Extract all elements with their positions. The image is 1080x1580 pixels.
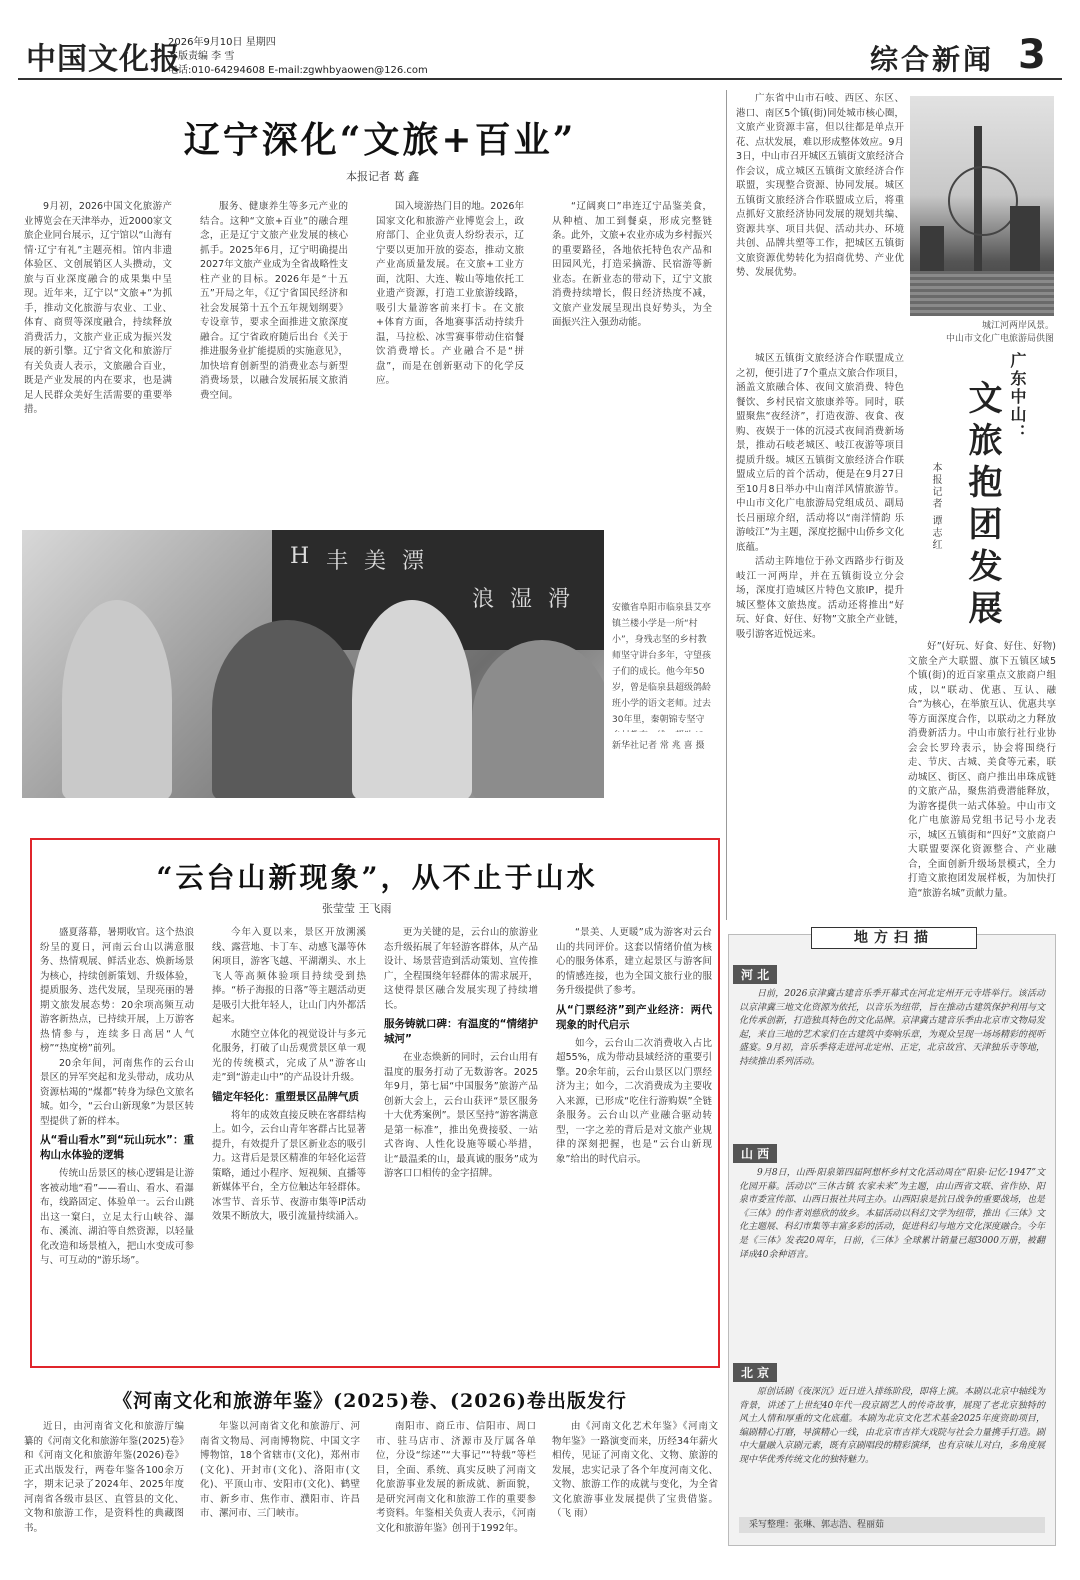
- region-text-shanxi: 9月8日，山西·阳泉第四届阿想杯乡村文化活动周在“阳泉·记忆·1947”文化园开幕。活动以“三休古镇 农家未来”为主题，由山西省文联、省作协、阳泉市委宣传部、山西日报社共同主办。山西阳泉是抗日战争的重要战场，也是《三体》的作者刘慈欣的故乡。本届活动以科幻文学为纽带，推出《三体》文化主题展、科幻市集等丰富多彩的活动，促进科幻与地方文化深度融合。今年是《三体》发表20周年，日前，《三体》全球累计销量已超3000万册，被翻译成40余种语言。: [739, 1168, 1046, 1260]
- region-text-beijing: 原创话剧《夜深沉》近日进入排练阶段，即将上演。本剧以北京中轴线为背景，讲述了上世纪40年代一段京剧艺人的传奇故事，展现了老北京独特的风土人情和厚重的文化底蕴。本剧为北京文化艺术基金2025年度资助项目，编剧精心打磨，导演精心一线，由北京市吉祥大戏院与社会力量携手打造。剧中大量融入京剧元素，既有京剧唱段的精彩演绎，也有京味儿对白，多角度展现中华优秀传统文化的独特魅力。: [739, 1387, 1046, 1465]
- region-tag-beijing: 北 京: [733, 1363, 777, 1382]
- river-shape: [910, 271, 1054, 316]
- issue-date: 2026年9月10日 星期四: [168, 37, 276, 48]
- henan-col-3: 南阳市、商丘市、信阳市、周口市、驻马店市、济源市及厅属各单位，分设“综述”“大事记”“特载”等栏目，全面、系统、真实反映了河南文化旅游事业发展的新成就、新面貌，是研究河南文化和旅游工作的重要参考资料。年鉴相关负责人表示，《河南文化和旅游年鉴》创刊于1992年。: [376, 1421, 536, 1534]
- city-photo-caption: [910, 320, 1054, 346]
- compiler-credit: 采写整理：张琳、郭志浩、程丽茹: [739, 1517, 1045, 1533]
- liaoning-col-4: “辽阔爽口”串连辽宁品鉴美食，从种植、加工到餐桌，形成完整链条。此外，文旅+农业亦成为乡村振兴的重要路径，各地依托特色农产品和田园风光，打造采摘游、民宿游等新业态。在新业态的带动下，辽宁文旅消费持续增长，假日经济热度不减，文旅产业发展呈现出良好势头，为全面振兴注入强劲动能。: [552, 201, 712, 328]
- region-text-hebei: 日前，2026京津冀古建音乐季开幕式在河北定州开元寺塔举行。该活动以京津冀三地文化资源为依托，以音乐为纽带，旨在推动古建筑保护利用与文化传承创新，打造独具特色的文化品牌。京津冀古建音乐季由北京市文物局发起，来自三地的艺术家们在古建筑中奏响乐章，为观众呈现一场场精彩的视听盛宴。9月初，音乐季将走进河北定州、正定，北京故宫、天津独乐寺等地，持续推出系列活动。: [739, 989, 1046, 1067]
- yuntai-title: “云台山新现象”，从不止于山水: [156, 861, 598, 894]
- board-char: 浪: [472, 587, 495, 612]
- zhongshan-col-d: 好”(好玩、好食、好住、好物)文旅全产大联盟、旗下五镇区域5个镇(街)的近百家重点文旅商户组成，以“联动、优惠、互认、融合”为核心，在举旅互认、优惠共享等方面深度合作，以联动之力释放消费新活力。中山市旅行社行业协会会长罗玲表示，协会将围绕行走、节庆、古城、美食等元素，联动城区、街区、商户推出串珠成链的文旅产品，聚焦消费潜能释放，为游客提供一站式体验。中山市文化广电旅游局党组书记号小龙表示，城区五镇街和“四好”文旅商户大联盟要深化资源整合、产业融合，全面创新升级场景模式，全力打造文旅抱团发展样板，为加快打造“旅游名城”贡献力量。: [908, 641, 1056, 899]
- liaoning-title: 辽宁深化“文旅+百业”: [183, 119, 577, 161]
- student-left: [62, 600, 172, 798]
- photo-credit: 新华社记者 常 兆 喜 摄: [612, 741, 705, 751]
- yuntai-col-1: 盛夏落幕，暑期收官。这个热浪纷呈的夏日，河南云台山以满意服务、热情观展、鲜活业态、焕新场景为核心，持续创新策划、升级体验，提质服务、迭代发展，呈现亮丽的暑期文旅发展态势：20余项高频互动游客新热点，已持续开展，上万游客热情参与，连续多日高居“人气榜”“热度榜”前列。 20余年间，河南焦作的云台山景区的异军突起和龙头带动，成功从资源枯竭的“煤都”转身为绿色文旅名城。如今，“云台山新现象”为景区转型提供了新的样本。 从“看山看水”到“玩山玩水”：重构山水体验的逻辑 传统山岳景区的核心逻辑是让游客被动地“看”——看山、看水、看瀑布，线路固定、体验单一。云台山跳出这一窠臼，立足太行山峡谷、瀑布、溪流、湖泊等自然资源，以轻量化改造和场景植入，把山水变成可参与、可互动的“游乐场”。: [40, 927, 194, 1266]
- henan-col-1: 近日，由河南省文化和旅游厅编纂的《河南文化和旅游年鉴(2025)卷》和《河南文化和旅游年鉴(2026)卷》正式出版发行，两卷年鉴各100余万字，期末记录了2024年、2025年度河南省各级市县区、直管县的文化、文物和旅游工作，是资料性的典藏图书。: [24, 1421, 184, 1534]
- section-name: 综合新闻: [870, 43, 995, 76]
- student-foreground: [472, 640, 604, 798]
- yuntai-col-3: 更为关键的是，云台山的旅游业态升级拓展了年轻游客群体，从产品设计、场景营造到活动策划、宣传推广，全程围绕年轻群体的需求展开，这使得景区融合发展实现了持续增长。 服务铸就口碑：有温度的“情绪护城河” 在业态焕新的同时，云台山用有温度的服务打动了无数游客。2025年9月，第七届“中国服务”旅游产品创新大会上，云台山获评“景区服务十大优秀案例”。景区坚持“游客满意是第一标准”，推出免费接驳、一站式咨询、人性化设施等暖心举措，让“最温柔的山，最真诚的服务”成为游客口口相传的金字招牌。: [384, 927, 538, 1179]
- page-editor: 本版责编 李 雪: [168, 51, 235, 62]
- highlighted-article-box: [30, 838, 720, 1368]
- city-caption-line: 城江河两岸风景。: [981, 321, 1054, 331]
- yuntai-byline: 张莹莹 王飞雨: [322, 902, 392, 915]
- student-right: [352, 600, 472, 798]
- contact-info: 电话:010-64294608 E-mail:zgwhbyaowen@126.com: [168, 65, 428, 76]
- liaoning-byline: 本报记者 葛 鑫: [346, 170, 419, 183]
- ferris-wheel-shape: [948, 166, 1018, 236]
- yuntai-col-2: 今年入夏以来，景区开放溯溪线、露营地、卡丁车、动感飞瀑等休闲项目，游客飞越、平湖潮头、水上飞人等高频体验项目持续受到热捧。“桥子海报的日落”等主题活动更是吸引大批年轻人，让山门内外都活起来。 水随空立体化的视觉设计与多元化服务，打破了山岳观赏景区单一观光的传统模式，完成了从“游客山走”到“游走山中”的产品设计升级。 锚定年轻化：重塑景区品牌气质 将年的成效直接反映在客群结构上。如今，云台山青年客群占比显著提升，有效提升了景区新业态的吸引力。这背后是景区精准的年轻化运营策略，通过小程序、短视频、直播等新媒体平台，全方位触达年轻群体。冰雪节、音乐节、夜游市集等IP活动效果不断放大，吸引流量持续涌入。: [212, 927, 366, 1222]
- henan-col-2: 年鉴以河南省文化和旅游厅、河南省文物局、河南博物院、中国文字博物馆，18个省辖市(文化)，郑州市(文化)、开封市(文化)、洛阳市(文化)、平顶山市、安阳市(文化)、鹤壁市、新乡市、焦作市、濮阳市、许昌市、漯河市、三门峡市。: [200, 1421, 360, 1519]
- henan-title: 《河南文化和旅游年鉴》(2025)卷、(2026)卷出版发行: [113, 1390, 627, 1412]
- zhongshan-byline: 本报记者 谭志红: [930, 462, 941, 552]
- subhead-2: 锚定年轻化：重塑景区品牌气质: [212, 1090, 359, 1103]
- building-shape: [920, 226, 944, 276]
- masthead: [18, 32, 1062, 80]
- page-number: 3: [1018, 32, 1046, 78]
- board-char: 美: [364, 549, 387, 574]
- building-shape: [1010, 206, 1040, 276]
- city-photo: [910, 96, 1054, 316]
- board-char: 丰: [326, 549, 349, 574]
- board-char: 滑: [548, 587, 571, 612]
- column-divider: [726, 90, 727, 920]
- region-tag-hebei: 河 北: [733, 965, 777, 984]
- local-scan-header: 地方扫描: [811, 927, 977, 949]
- zhongshan-col-a: 广东省中山市石岐、西区、东区、港口、南区5个镇(街)同处城市核心圈，文旅产业资源丰富，但以往都是单点开花、点状发展，难以形成整体效应。9月3日，中山市召开城区五镇街文旅经济合作会议，成立城区五镇街文旅经济合作联盟，实现整合资源、协同发展。城区五镇街文旅经济合作联盟成立后，将重点抓好文旅经济协同发展的规划共编、资源共享、项目共促、活动共办、环境共创、品牌共塑等工作，把城区五镇街文旅资源优势转化为招商优势、产业优势、发展优势。: [736, 93, 904, 278]
- local-scan-content: [729, 959, 1055, 1515]
- henan-col-4: 由《河南文化艺术年鉴》《河南文物年鉴》一路演变而来，历经34年薪火相传，见证了河南文化、文物、旅游的发展，忠实记录了各个年度河南文化、文物、旅游工作的成就与变化，为全省文化旅游事业发展提供了宝贵借鉴。（飞 雨）: [552, 1421, 718, 1519]
- classroom-photo: [22, 530, 604, 798]
- subhead-3: 服务铸就口碑：有温度的“情绪护城河”: [384, 1018, 538, 1045]
- region-tag-shanxi: 山 西: [733, 1144, 777, 1163]
- liaoning-col-3: 国入境游热门目的地。2026年国家文化和旅游产业博览会上，政府部门、企业负责人纷纷表示，辽宁要以更加开放的姿态，推动文旅产业高质量发展。在文旅+工业方面，沈阳、大连、鞍山等地依托工业遗产资源，打造工业旅游线路，吸引大量游客前来打卡。在文旅+体育方面，各地赛事活动持续升温，马拉松、冰雪赛事带动住宿餐饮消费增长。产业融合不是“拼盘”，而是在创新驱动下的化学反应。: [376, 201, 524, 386]
- teacher: [212, 620, 362, 798]
- liaoning-col-2: 服务、健康养生等多元产业的结合。这种“文旅+百业”的融合理念，正是辽宁文旅产业发展的核心抓手。2025年6月，辽宁明确提出2027年文旅产业成为全省战略性支柱产业的目标。2026年是“十五五”开局之年，《辽宁省国民经济和社会发展第十五个五年规划纲要》专设章节，要求全面推进文旅深度融合。辽宁省政府随后出台《关于推进服务业扩能提质的实施意见》，加快培育创新型的消费业态与新型消费场景，以融合发展拓展文旅消费空间。: [200, 201, 348, 401]
- zhongshan-kicker: 广东中山：: [1008, 352, 1027, 442]
- liaoning-col-1: 9月初，2026中国文化旅游产业博览会在天津举办，近2000家文旅企业同台展示，辽宁馆以“山海有情·辽宁有礼”主题亮相。馆内非遗体验区、文创展销区人头攒动，文旅与百业深度融合的成果集中呈现。近年来，辽宁以“文旅+”为抓手，推动文化旅游与农业、工业、体育、商贸等深度融合，持续释放消费活力，文旅产业正成为振兴发展的新引擎。辽宁省文化和旅游厅有关负责人表示，文旅融合百业，既是产业发展的内在要求，也是满足人民群众美好生活需要的重要举措。: [24, 201, 172, 415]
- photo-caption: 安徽省阜阳市临泉县艾亭镇兰楼小学是一所“村小”，身残志坚的乡村教师坚守讲台多年，守望孩子们的成长。他今年50岁，曾是临泉县超级鸽龄班小学的语文老师。过去30年里，秦朝锦专坚守: [612, 603, 712, 725]
- board-char: 漂: [402, 549, 425, 574]
- subhead-4: 从“门票经济”到产业经济：两代现象的时代启示: [556, 1003, 712, 1031]
- newspaper-logo: 中国文化报: [26, 42, 181, 77]
- zhongshan-col-b: 城区五镇街文旅经济合作联盟成立之初，便引进了7个重点文旅合作项目，涵盖文旅融合体、夜间文旅消费、特色餐饮、乡村民宿文旅康养等。同时，联盟聚焦“夜经济”，打造夜游、夜食、夜购、夜娱于一体的沉浸式夜间消费新场景，推动石岐老城区、岐江夜游等项目提质升级。城区五镇街文旅经济合作联盟成立后的首个活动，便是在9月27日至10月8日举办中山南洋风情旅游节。中山市文化广电旅游局党组成员、副局长吕丽琼介绍，活动将以“南洋情韵 乐游岐江”为主题，深度挖掘中山侨乡文化底蕴。 活动主阵地位于孙文西路步行街及岐江一河两岸，并在五镇街设立分会场，深度打造城区片特色文旅IP，提升城区整体文旅热度。活动还将推出“好玩、好食、好住、好物”文旅全产业链，吸引游客近悦远来。: [736, 353, 904, 640]
- subhead-1: 从“看山看水”到“玩山玩水”：重构山水体验的逻辑: [40, 1134, 194, 1161]
- masthead-meta: [168, 36, 428, 78]
- board-char: 湿: [510, 587, 533, 612]
- local-scan-box: [728, 930, 1056, 1546]
- board-char: H: [290, 544, 310, 569]
- yuntai-col-4: “景美、人更暖”成为游客对云台山的共同评价。这套以情绪价值为核心的服务体系，建立起景区与游客间的情感连接，也为全国文旅行业的服务升级提供了参考。 从“门票经济”到产业经济：两代现象的时代启示 如今，云台山二次消费收入占比超55%，成为带动县域经济的重要引擎。20余年前，云台山景区以门票经济为主；如今，二次消费成为主要收入来源，已形成“吃住行游购娱”全链条服务。云台山以产业融合驱动转型，一字之差的背后是对文旅产业规律的深刻把握，也是“云台山新现象”给出的时代启示。: [556, 927, 712, 1165]
- zhongshan-title: 文旅抱团发展: [962, 380, 1002, 632]
- city-caption-credit: 中山市文化广电旅游局供图: [945, 334, 1054, 344]
